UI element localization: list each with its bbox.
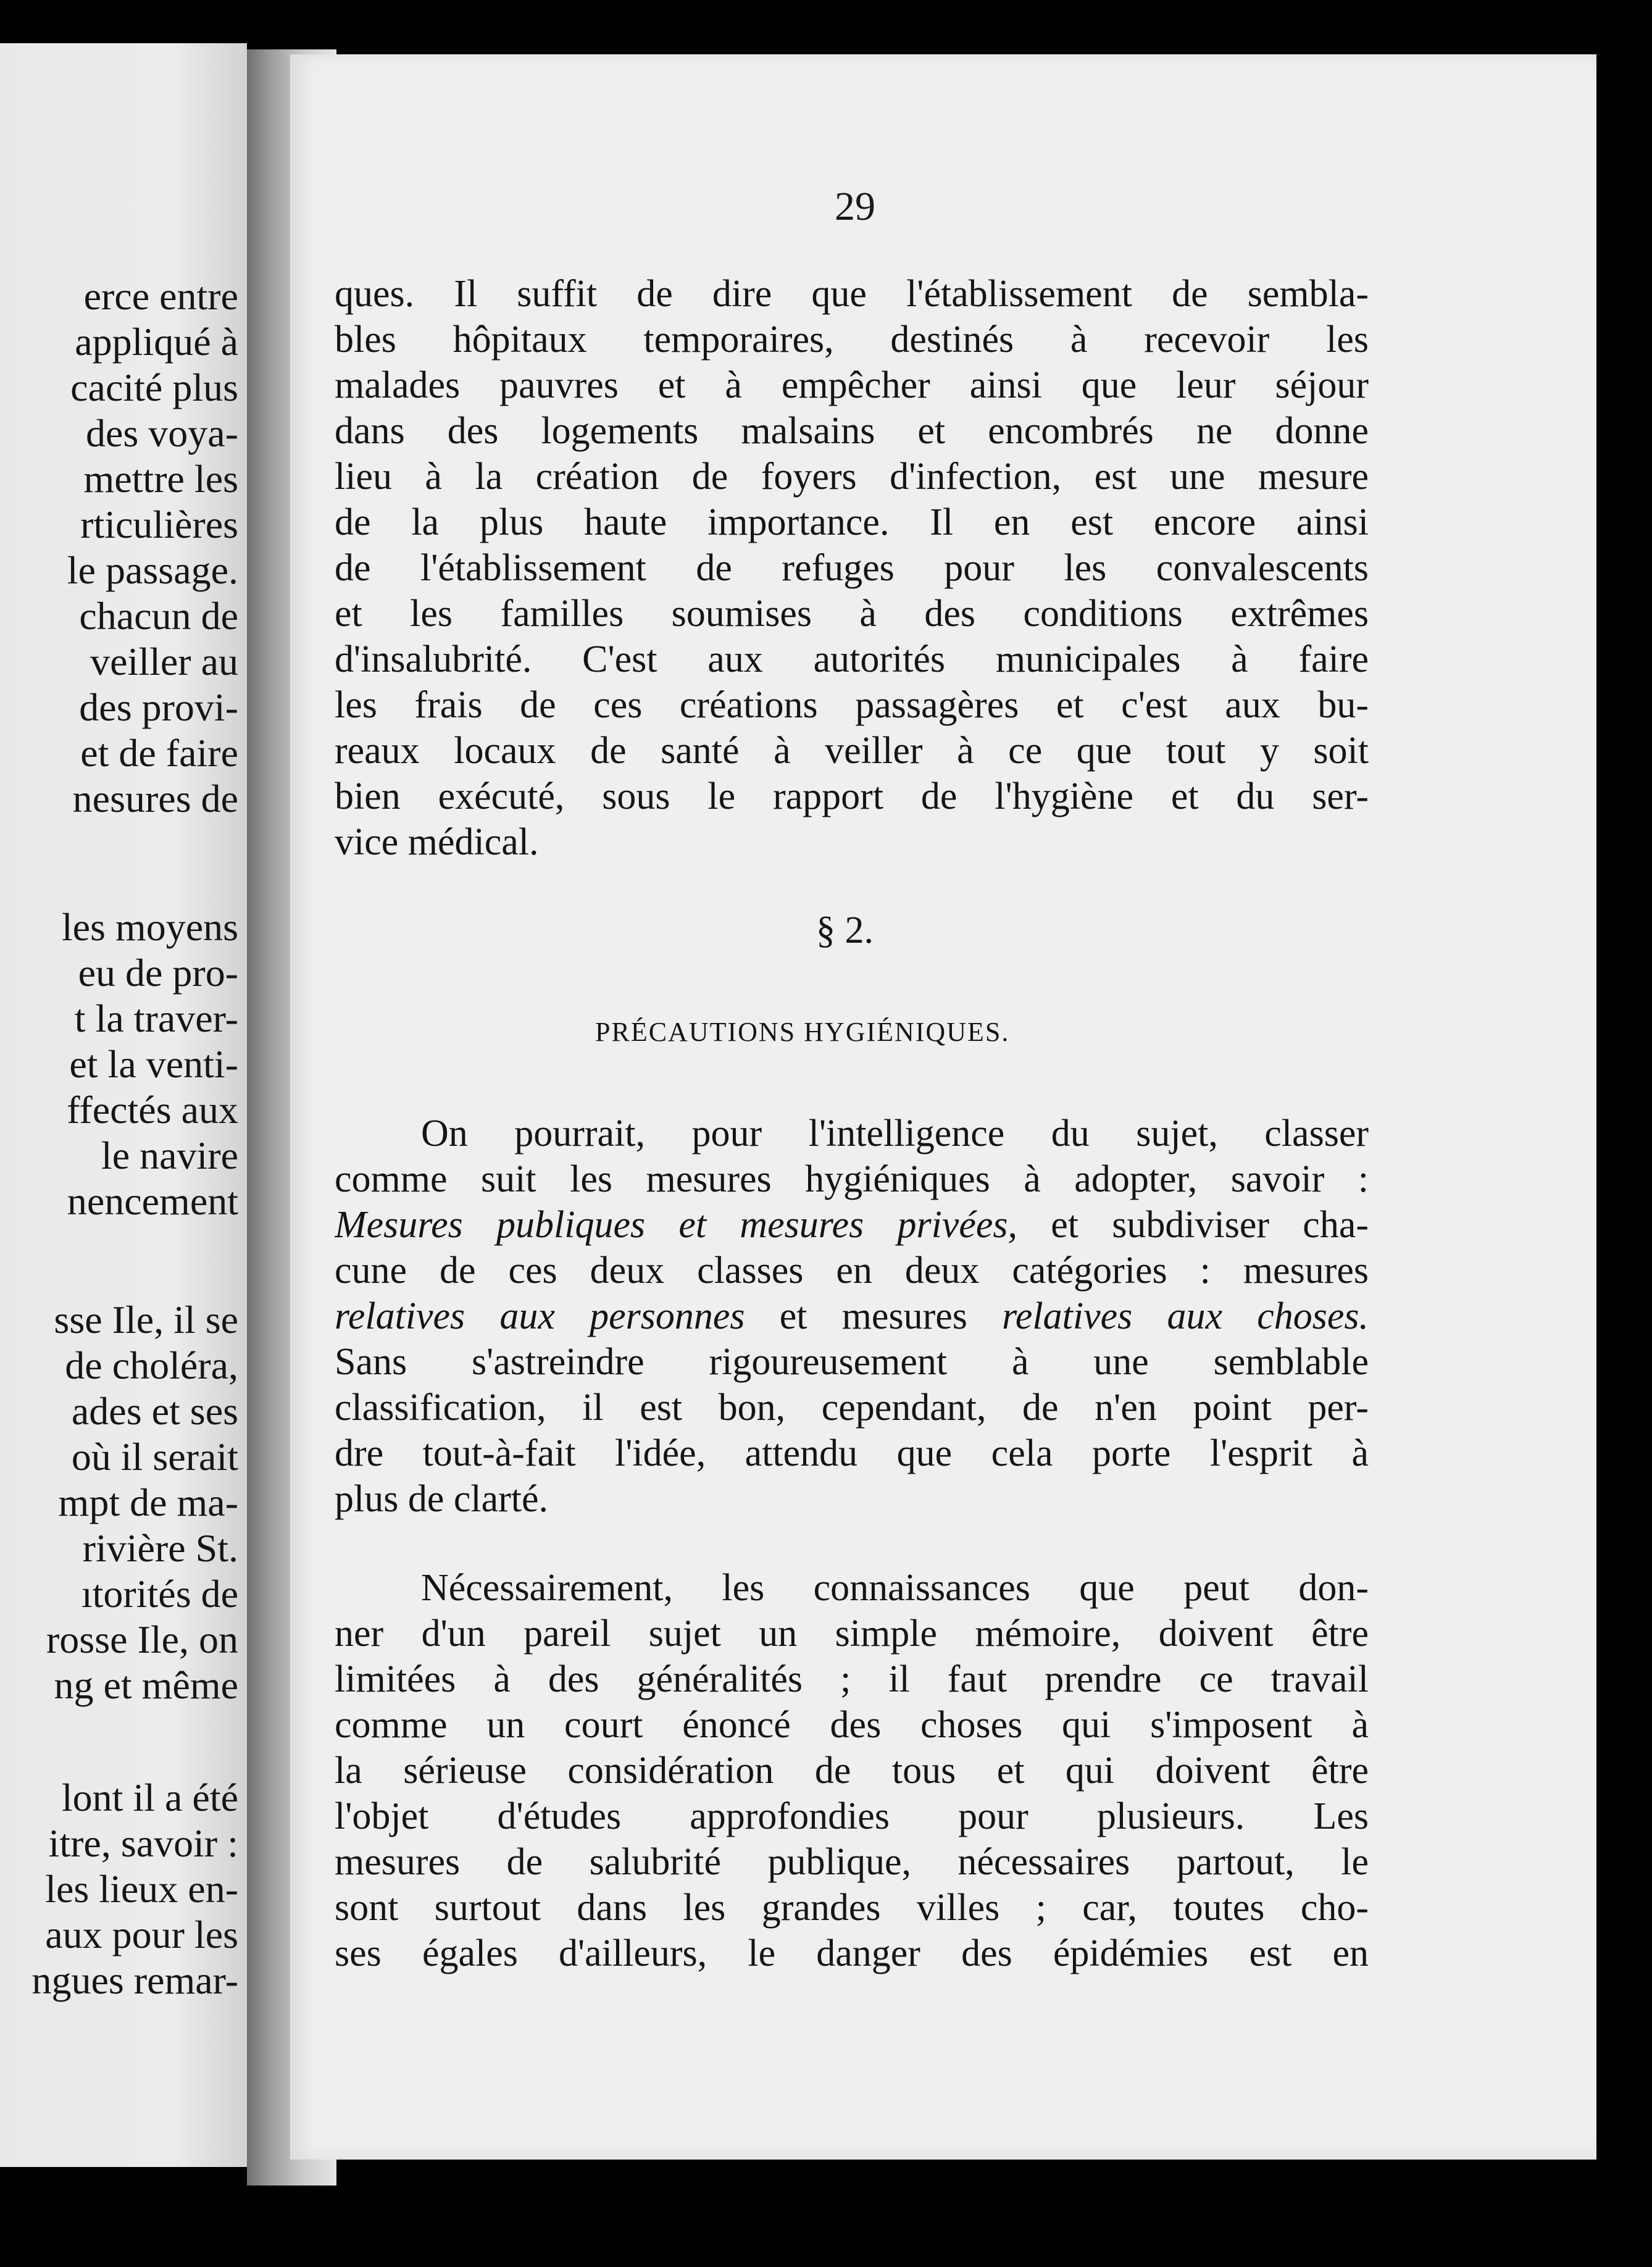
paragraph-2-line: Sans s'astreindre rigoureusement à une semblable <box>335 1341 1369 1383</box>
paragraph-1-line: bles hôpitaux temporaires, destinés à recevoir les <box>335 319 1369 361</box>
left-page-line: des voya- <box>85 411 238 455</box>
left-page-line: ng et même <box>54 1663 238 1707</box>
paragraph-1-line: bien exécuté, sous le rapport de l'hygiène et du ser- <box>335 775 1369 817</box>
paragraph-1-line: d'insalubrité. C'est aux autorités municipales à faire <box>335 638 1369 680</box>
left-page-line: les lieux en- <box>45 1867 238 1911</box>
left-page-line: et la venti- <box>69 1042 238 1086</box>
italic-text: relatives aux choses. <box>1002 1295 1369 1337</box>
section-number: § 2. <box>816 909 874 951</box>
left-page-line: ıtorités de <box>81 1572 238 1616</box>
paragraph-1-line: vice médical. <box>335 821 539 863</box>
left-page-line: mpt de ma- <box>58 1480 238 1524</box>
section-heading: PRÉCAUTIONS HYGIÉNIQUES. <box>595 1017 1010 1047</box>
paragraph-text: et mesures <box>745 1295 1003 1337</box>
left-page-line: nesures de <box>72 777 238 820</box>
left-page-line: eu de pro- <box>78 951 238 995</box>
paragraph-1-line: dans des logements malsains et encombrés ne donne <box>335 410 1369 452</box>
left-page-line: nencement <box>67 1179 238 1223</box>
left-page-line: rosse Ile, on <box>46 1618 238 1661</box>
paragraph-1-line: lieu à la création de foyers d'infection, est une mesure <box>335 456 1369 498</box>
left-page-line: sse Ile, il se <box>54 1298 238 1342</box>
paragraph-text: et subdiviser cha- <box>1017 1204 1369 1246</box>
left-page-line: ngues remar- <box>31 1958 238 2002</box>
paragraph-3-line: comme un court énoncé des choses qui s'imposent à <box>335 1704 1369 1746</box>
paragraph-1-line: de la plus haute importance. Il en est encore ainsi <box>335 501 1369 543</box>
paragraph-2-line: comme suit les mesures hygiéniques à adopter, savoir : <box>335 1158 1369 1200</box>
paragraph-1-line: de l'établissement de refuges pour les convalescents <box>335 547 1369 589</box>
left-page-line: lont il a été <box>61 1776 238 1819</box>
left-page-line: le passage. <box>67 548 238 592</box>
paragraph-3-line: ses égales d'ailleurs, le danger des épidémies est en <box>335 1932 1369 1974</box>
left-page-line: de choléra, <box>65 1343 238 1387</box>
left-page-line: rticulières <box>80 503 238 546</box>
paragraph-3-line: sont surtout dans les grandes villes ; car, toutes cho- <box>335 1887 1369 1929</box>
paragraph-2-line <box>335 1203 1369 1247</box>
paragraph-2-line: classification, il est bon, cependant, de n'en point per- <box>335 1387 1369 1429</box>
paragraph-1-line: reaux locaux de santé à veiller à ce que tout y soit <box>335 730 1369 772</box>
left-page-line: erce entre <box>83 274 238 318</box>
left-page-line: ades et ses <box>71 1389 238 1433</box>
paragraph-2-line: plus de clarté. <box>335 1478 549 1520</box>
left-page-line: aux pour les <box>45 1913 238 1956</box>
paragraph-1-line: les frais de ces créations passagères et c'est aux bu- <box>335 684 1369 726</box>
paragraph-2-line: cune de ces deux classes en deux catégories : mesures <box>335 1250 1369 1292</box>
left-page-line: où il serait <box>71 1435 238 1479</box>
paragraph-3-line: l'objet d'études approfondies pour plusieurs. Les <box>335 1795 1369 1837</box>
left-page-line: t la traver- <box>74 996 238 1040</box>
left-facing-page <box>0 43 247 2167</box>
paragraph-3-line: ner d'un pareil sujet un simple mémoire, doivent être <box>335 1613 1369 1655</box>
left-page-line: ffectés aux <box>67 1088 238 1132</box>
left-page-line: les moyens <box>61 905 238 949</box>
left-page-line: et de faire <box>80 731 238 775</box>
italic-text: Mesures publiques et mesures privées, <box>335 1204 1017 1246</box>
paragraph-3-line: mesures de salubrité publique, nécessaires partout, le <box>335 1841 1369 1883</box>
left-page-line: cacité plus <box>70 365 238 409</box>
paragraph-2-line: dre tout-à-fait l'idée, attendu que cela porte l'esprit à <box>335 1432 1369 1474</box>
paragraph-3-line: la sérieuse considération de tous et qui doivent être <box>335 1750 1369 1792</box>
paragraph-1-line: malades pauvres et à empêcher ainsi que leur séjour <box>335 364 1369 406</box>
left-page-line: rivière St. <box>82 1526 238 1570</box>
left-page-line: des provi- <box>79 685 238 729</box>
page-number: 29 <box>835 184 875 229</box>
left-page-line: appliqué à <box>75 320 238 364</box>
paragraph-3-line: limitées à des généralités ; il faut prendre ce travail <box>335 1658 1369 1700</box>
paragraph-1-line: ques. Il suffit de dire que l'établissement de sembla- <box>335 273 1369 315</box>
paragraph-3-line: Nécessairement, les connaissances que peut don- <box>421 1567 1369 1609</box>
italic-text: relatives aux personnes <box>335 1295 745 1337</box>
paragraph-2-line: On pourrait, pour l'intelligence du sujet, classer <box>421 1113 1369 1154</box>
left-page-line: chacun de <box>79 594 238 638</box>
left-page-line: veiller au <box>90 640 238 683</box>
left-page-line: mettre les <box>83 457 238 501</box>
paragraph-1-line: et les familles soumises à des conditions extrêmes <box>335 593 1369 635</box>
left-page-line: le navire <box>101 1134 238 1177</box>
left-page-line: itre, savoir : <box>48 1821 238 1865</box>
paragraph-2-line <box>335 1294 1369 1338</box>
